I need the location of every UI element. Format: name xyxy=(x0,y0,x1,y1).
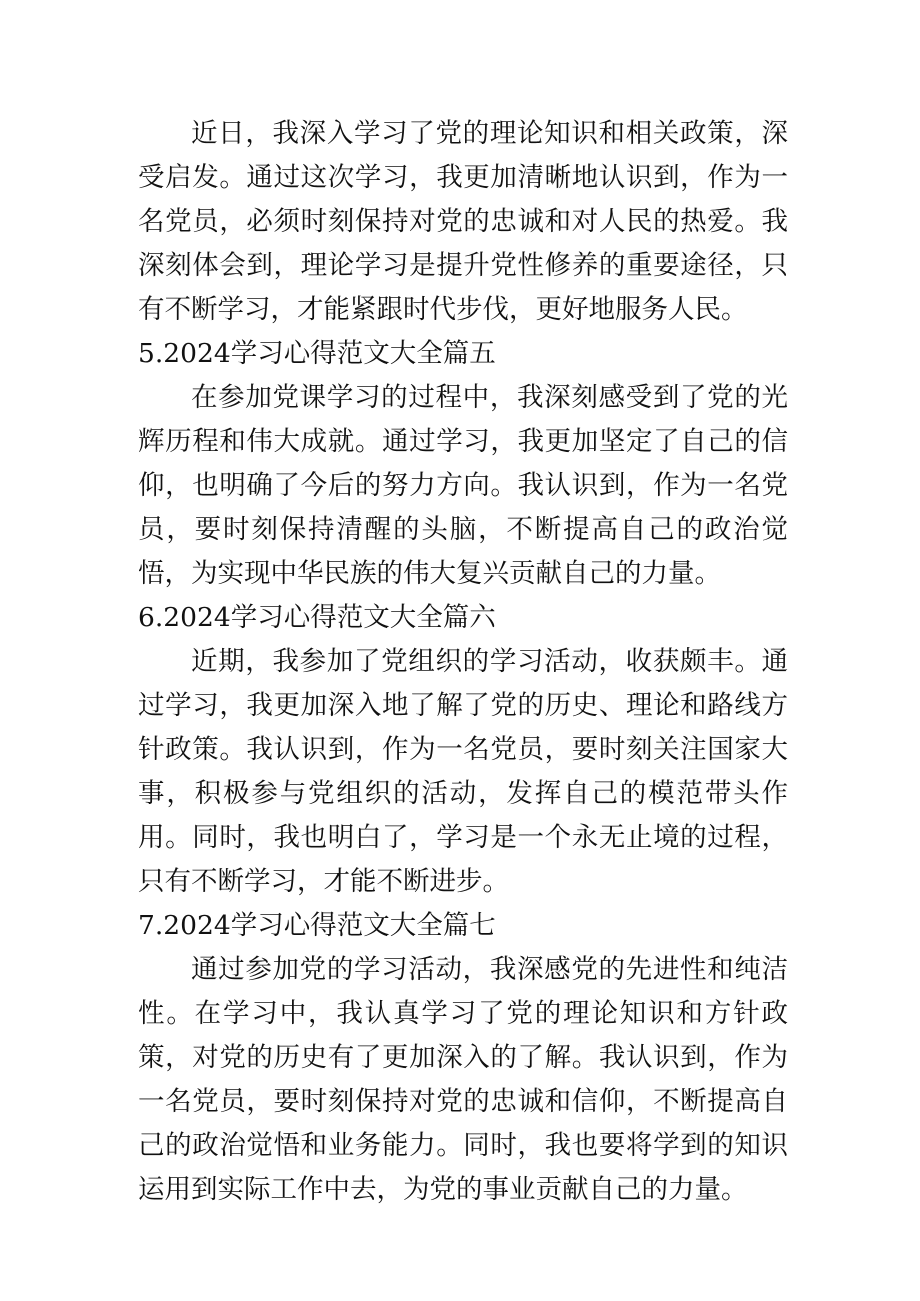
section-heading-5: 5.2024学习心得范文大全篇五 xyxy=(138,338,496,369)
document-body xyxy=(138,112,788,1212)
section-heading-7: 7.2024学习心得范文大全篇七 xyxy=(138,910,496,941)
section-heading-6: 6.2024学习心得范文大全篇六 xyxy=(138,602,496,633)
section-paragraph-6: 近期，我参加了党组织的学习活动，收获颇丰。通过学习，我更加深入地了解了党的历史、理论和路线方针政策。我认识到，作为一名党员，要时刻关注国家大事，积极参与党组织的活动，发挥自己的模范带头作用。同时，我也明白了，学习是一个永无止境的过程，只有不断学习，才能不断进步。 xyxy=(138,646,788,897)
intro-paragraph: 近日，我深入学习了党的理论知识和相关政策，深受启发。通过这次学习，我更加清晰地认识到，作为一名党员，必须时刻保持对党的忠诚和对人民的热爱。我深刻体会到，理论学习是提升党性修养的重要途径，只有不断学习，才能紧跟时代步伐，更好地服务人民。 xyxy=(138,118,788,325)
section-paragraph-7: 通过参加党的学习活动，我深感党的先进性和纯洁性。在学习中，我认真学习了党的理论知识和方针政策，对党的历史有了更加深入的了解。我认识到，作为一名党员，要时刻保持对党的忠诚和信仰，不断提高自己的政治觉悟和业务能力。同时，我也要将学到的知识运用到实际工作中去，为党的事业贡献自己的力量。 xyxy=(138,954,788,1205)
section-paragraph-5: 在参加党课学习的过程中，我深刻感受到了党的光辉历程和伟大成就。通过学习，我更加坚定了自己的信仰，也明确了今后的努力方向。我认识到，作为一名党员，要时刻保持清醒的头脑，不断提高自己的政治觉悟，为实现中华民族的伟大复兴贡献自己的力量。 xyxy=(138,382,788,589)
